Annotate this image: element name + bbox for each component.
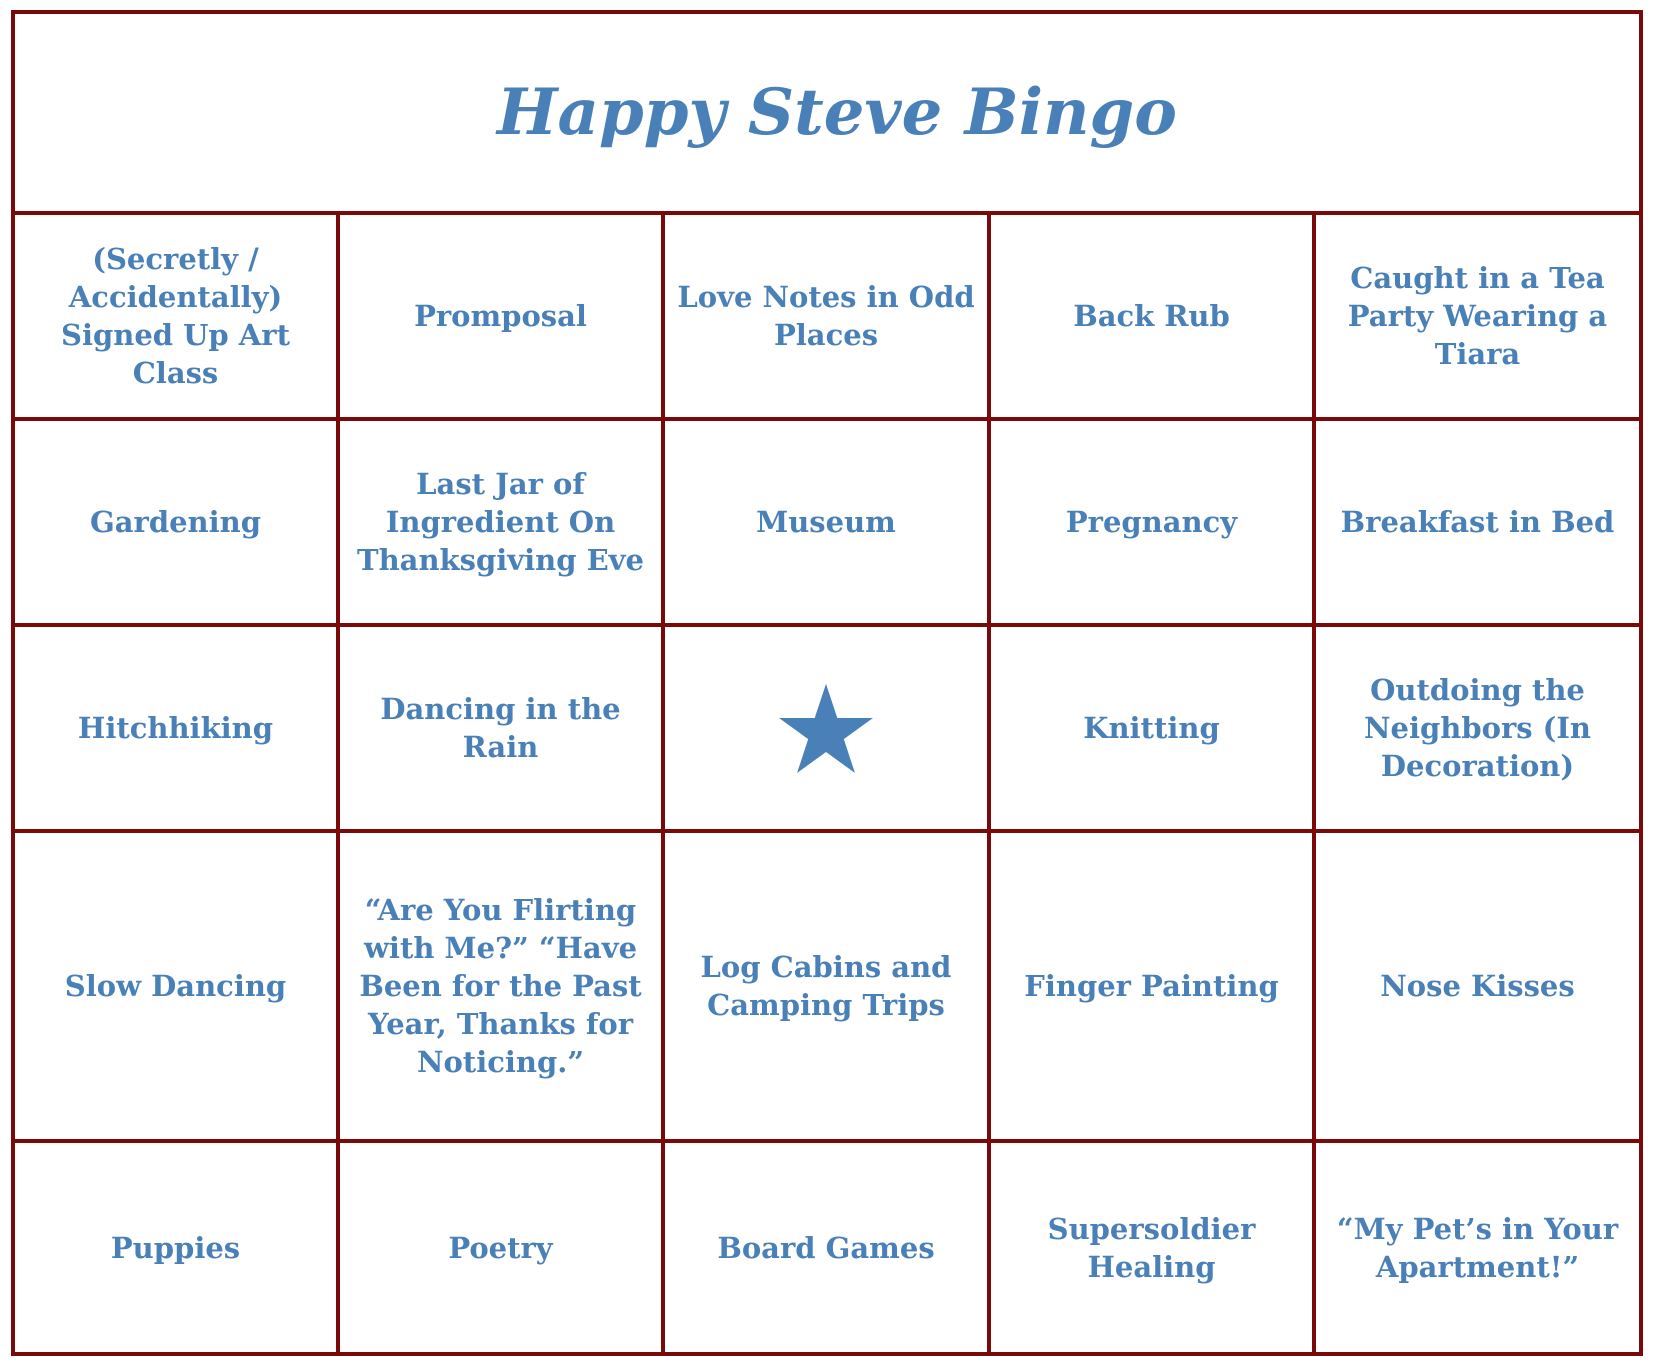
bingo-cell[interactable]: “My Pet’s in Your Apartment!” [1336,1211,1619,1284]
star-icon [778,682,874,774]
bingo-cell[interactable]: Gardening [15,421,340,627]
bingo-cell[interactable]: Love Notes in Odd Places [665,215,991,421]
bingo-cell[interactable]: Dancing in the Rain [340,627,665,833]
bingo-cell[interactable]: Last Jar of Ingredient On Thanksgiving Eve [340,421,665,627]
bingo-cell[interactable]: Log Cabins and Camping Trips [665,833,991,1143]
bingo-cell[interactable]: Knitting [991,627,1316,833]
bingo-cell[interactable]: Board Games [665,1143,991,1352]
bingo-card [11,10,1643,1356]
bingo-cell[interactable]: (Secretly / Accidentally) Signed Up Art Class [15,215,340,421]
bingo-cell[interactable]: “Are You Flirting with Me?” “Have Been for the Past Year, Thanks for Noticing.” [340,833,665,1143]
bingo-cell[interactable]: Supersoldier Healing [991,1143,1316,1352]
bingo-grid [15,215,1639,1352]
bingo-cell[interactable]: Museum [665,421,991,627]
bingo-cell[interactable]: Puppies [15,1143,340,1352]
bingo-cell[interactable]: Pregnancy [991,421,1316,627]
bingo-cell[interactable]: Back Rub [991,215,1316,421]
bingo-cell[interactable]: Finger Painting [991,833,1316,1143]
page-title: Happy Steve Bingo [497,75,1177,150]
bingo-cell[interactable]: Nose Kisses [1316,833,1639,1143]
bingo-cell[interactable]: Breakfast in Bed [1316,421,1639,627]
bingo-cell[interactable]: Hitchhiking [15,627,340,833]
free-space-cell[interactable] [665,627,991,833]
title-row [15,14,1639,215]
bingo-cell[interactable]: Caught in a Tea Party Wearing a Tiara [1316,215,1639,421]
bingo-cell[interactable]: Poetry [340,1143,665,1352]
bingo-cell[interactable]: Outdoing the Neighbors (In Decoration) [1316,627,1639,833]
bingo-cell[interactable]: Promposal [340,215,665,421]
bingo-cell[interactable]: Slow Dancing [15,833,340,1143]
